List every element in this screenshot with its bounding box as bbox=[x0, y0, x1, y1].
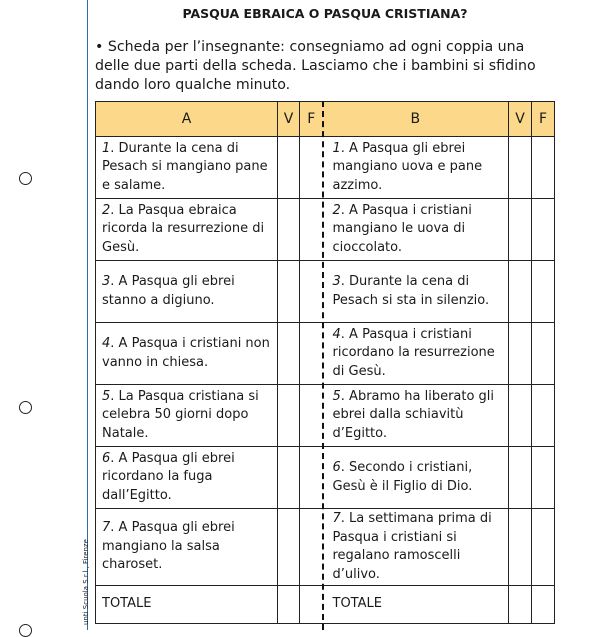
statement-a-text: . La Pasqua ebraica ricorda la resurrezione di Gesù. bbox=[102, 202, 265, 255]
statement-b bbox=[323, 447, 509, 509]
answer-b-false-cell[interactable] bbox=[532, 509, 555, 586]
statement-b-number: 2 bbox=[332, 202, 341, 218]
statement-b-text: . A Pasqua i cristiani mangiano le uova di cioccolato. bbox=[332, 202, 472, 255]
answer-a-true-cell[interactable] bbox=[278, 385, 300, 447]
answer-a-false-cell[interactable] bbox=[300, 509, 323, 586]
teacher-instructions: • Scheda per l’insegnante: consegniamo ad ogni coppia una delle due parti della scheda. Lasciamo che i bambini si sfidino dando loro qualche minuto. bbox=[95, 39, 536, 93]
table-row bbox=[96, 261, 555, 323]
statement-a-number: 6 bbox=[102, 450, 111, 466]
statement-a-number: 1 bbox=[102, 140, 111, 156]
margin-line bbox=[87, 0, 88, 630]
statement-a-number: 3 bbox=[102, 274, 111, 289]
answer-b-true-cell[interactable] bbox=[509, 385, 532, 447]
table-row bbox=[96, 199, 555, 261]
statement-a bbox=[96, 261, 278, 323]
statement-a bbox=[96, 323, 278, 385]
column-b-false-header: F bbox=[532, 102, 555, 137]
statement-b-text: . Secondo i cristiani, Gesù è il Figlio di Dio. bbox=[332, 460, 473, 494]
statement-b bbox=[323, 323, 509, 385]
answer-a-true-cell[interactable] bbox=[278, 323, 300, 385]
answer-b-false-cell[interactable] bbox=[532, 447, 555, 509]
answer-a-true-cell[interactable] bbox=[278, 137, 300, 199]
statement-a-text: . A Pasqua gli ebrei ricordano la fuga dall’Egitto. bbox=[102, 450, 235, 503]
punch-hole-bottom bbox=[19, 624, 32, 637]
answer-b-true-cell[interactable] bbox=[509, 323, 532, 385]
statement-b-number: 6 bbox=[332, 460, 341, 475]
statement-b-text: . La settimana prima di Pasqua i cristiani si regalano ramoscelli d’ulivo. bbox=[332, 511, 492, 582]
answer-a-false-cell[interactable] bbox=[300, 323, 323, 385]
table-header-row bbox=[96, 102, 555, 137]
answer-b-false-cell[interactable] bbox=[532, 137, 555, 199]
table-row bbox=[96, 385, 555, 447]
statement-b bbox=[323, 385, 509, 447]
total-a-label: TOTALE bbox=[96, 586, 278, 624]
column-b-header: B bbox=[323, 102, 509, 137]
statement-b bbox=[323, 509, 509, 586]
statement-a-text: . A Pasqua gli ebrei mangiano la salsa charoset. bbox=[102, 520, 235, 573]
statement-b-number: 4 bbox=[332, 326, 341, 342]
answer-b-false-cell[interactable] bbox=[532, 323, 555, 385]
total-a-true-cell[interactable] bbox=[278, 586, 300, 624]
answer-a-true-cell[interactable] bbox=[278, 509, 300, 586]
column-a-header: A bbox=[96, 102, 278, 137]
statement-b-number: 5 bbox=[332, 388, 341, 404]
statement-a bbox=[96, 137, 278, 199]
statement-b-text: . Abramo ha liberato gli ebrei dalla schiavitù d’Egitto. bbox=[332, 388, 495, 441]
answer-a-true-cell[interactable] bbox=[278, 199, 300, 261]
statement-a-number: 7 bbox=[102, 520, 111, 536]
answer-a-true-cell[interactable] bbox=[278, 447, 300, 509]
table-row bbox=[96, 323, 555, 385]
statement-b bbox=[323, 199, 509, 261]
total-b-true-cell[interactable] bbox=[509, 586, 532, 624]
statement-a bbox=[96, 385, 278, 447]
statement-a-number: 4 bbox=[102, 336, 111, 351]
statement-a-text: . Durante la cena di Pesach si mangiano pane e salame. bbox=[102, 140, 268, 193]
answer-b-true-cell[interactable] bbox=[509, 199, 532, 261]
answer-b-true-cell[interactable] bbox=[509, 509, 532, 586]
statement-a-number: 2 bbox=[102, 202, 111, 218]
statement-b-number: 7 bbox=[332, 511, 341, 526]
total-b-label: TOTALE bbox=[323, 586, 509, 624]
statement-b-text: . A Pasqua gli ebrei mangiano uova e pane azzimo. bbox=[332, 140, 483, 193]
answer-a-false-cell[interactable] bbox=[300, 261, 323, 323]
statement-a bbox=[96, 509, 278, 586]
statement-b bbox=[323, 261, 509, 323]
statement-a-number: 5 bbox=[102, 388, 111, 404]
answer-b-false-cell[interactable] bbox=[532, 199, 555, 261]
side-credit: unti Scuola S.r.l., Firenze bbox=[82, 539, 90, 625]
answer-b-true-cell[interactable] bbox=[509, 261, 532, 323]
table-row bbox=[96, 447, 555, 509]
statement-b-text: . A Pasqua i cristiani ricordano la resurrezione di Gesù. bbox=[332, 326, 495, 379]
answer-b-false-cell[interactable] bbox=[532, 261, 555, 323]
page-title: PASQUA EBRAICA O PASQUA CRISTIANA? bbox=[182, 6, 468, 21]
table-row bbox=[96, 509, 555, 586]
statement-a-text: . A Pasqua i cristiani non vanno in chiesa. bbox=[102, 336, 270, 370]
statement-a-text: . A Pasqua gli ebrei stanno a digiuno. bbox=[102, 274, 235, 308]
answer-a-false-cell[interactable] bbox=[300, 199, 323, 261]
punch-hole-top bbox=[19, 172, 32, 185]
table-row bbox=[96, 137, 555, 199]
quiz-table bbox=[95, 101, 555, 624]
answer-a-false-cell[interactable] bbox=[300, 447, 323, 509]
statement-b-number: 1 bbox=[332, 140, 341, 156]
total-b-false-cell[interactable] bbox=[532, 586, 555, 624]
punch-hole-middle bbox=[19, 401, 32, 414]
answer-a-false-cell[interactable] bbox=[300, 137, 323, 199]
answer-a-false-cell[interactable] bbox=[300, 385, 323, 447]
column-b-true-header: V bbox=[509, 102, 532, 137]
statement-b-number: 3 bbox=[332, 274, 341, 289]
column-a-true-header: V bbox=[278, 102, 300, 137]
answer-b-true-cell[interactable] bbox=[509, 447, 532, 509]
total-row bbox=[96, 586, 555, 624]
total-a-false-cell[interactable] bbox=[300, 586, 323, 624]
answer-b-false-cell[interactable] bbox=[532, 385, 555, 447]
column-a-false-header: F bbox=[300, 102, 323, 137]
answer-b-true-cell[interactable] bbox=[509, 137, 532, 199]
statement-a bbox=[96, 199, 278, 261]
answer-a-true-cell[interactable] bbox=[278, 261, 300, 323]
statement-a-text: . La Pasqua cristiana si celebra 50 giorni dopo Natale. bbox=[102, 388, 259, 441]
statement-a bbox=[96, 447, 278, 509]
statement-b bbox=[323, 137, 509, 199]
cut-line bbox=[322, 101, 324, 630]
statement-b-text: . Durante la cena di Pesach si sta in silenzio. bbox=[332, 274, 490, 308]
